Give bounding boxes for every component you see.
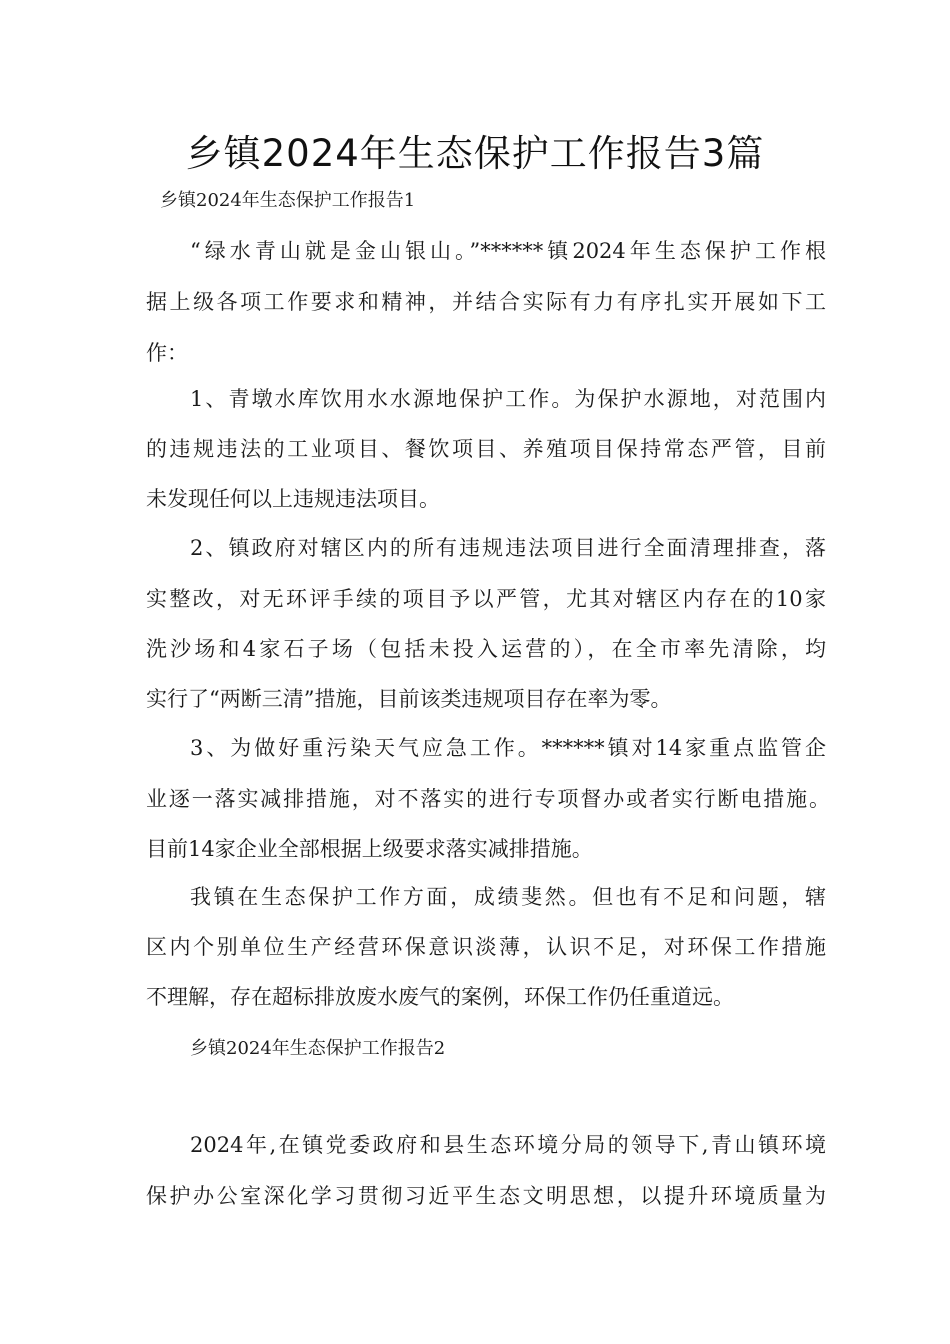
paragraph-line: 不理解，存在超标排放废水废气的案例，环保工作仍任重道远。 [146,985,734,1009]
document-title: 乡镇2024年生态保护工作报告3篇 [185,132,765,175]
paragraph-line: “绿水青山就是金山银山。”******镇2024年生态保护工作根 [190,239,826,263]
paragraph-line: 保护办公室深化学习贯彻习近平生态文明思想，以提升环境质量为 [146,1184,826,1208]
paragraph-line: 我镇在生态保护工作方面，成绩斐然。但也有不足和问题，辖 [190,885,826,909]
section-heading-1: 乡镇2024年生态保护工作报告1 [160,190,416,211]
paragraph-line: 1、青墩水库饮用水水源地保护工作。为保护水源地，对范围内 [190,387,826,411]
paragraph-line: 目前14家企业全部根据上级要求落实减排措施。 [146,837,593,861]
paragraph-line: 未发现任何以上违规违法项目。 [146,487,440,511]
paragraph-line: 实整改，对无环评手续的项目予以严管，尤其对辖区内存在的10家 [146,587,826,611]
paragraph-line: 的违规违法的工业项目、餐饮项目、养殖项目保持常态严管，目前 [146,437,826,461]
paragraph-line: 2024年,在镇党委政府和县生态环境分局的领导下,青山镇环境 [190,1133,826,1157]
paragraph-line: 洗沙场和4家石子场（包括未投入运营的），在全市率先清除，均 [146,637,826,661]
paragraph-line: 据上级各项工作要求和精神，并结合实际有力有序扎实开展如下工 [146,290,826,314]
paragraph-line: 实行了“两断三清”措施，目前该类违规项目存在率为零。 [146,687,672,711]
paragraph-line: 作： [146,341,188,365]
paragraph-line: 业逐一落实减排措施，对不落实的进行专项督办或者实行断电措施。 [146,787,830,811]
section-heading-2: 乡镇2024年生态保护工作报告2 [190,1038,446,1059]
paragraph-line: 2、镇政府对辖区内的所有违规违法项目进行全面清理排查，落 [190,536,826,560]
paragraph-line: 区内个别单位生产经营环保意识淡薄，认识不足，对环保工作措施 [146,935,826,959]
paragraph-line: 3、为做好重污染天气应急工作。******镇对14家重点监管企 [190,736,826,760]
